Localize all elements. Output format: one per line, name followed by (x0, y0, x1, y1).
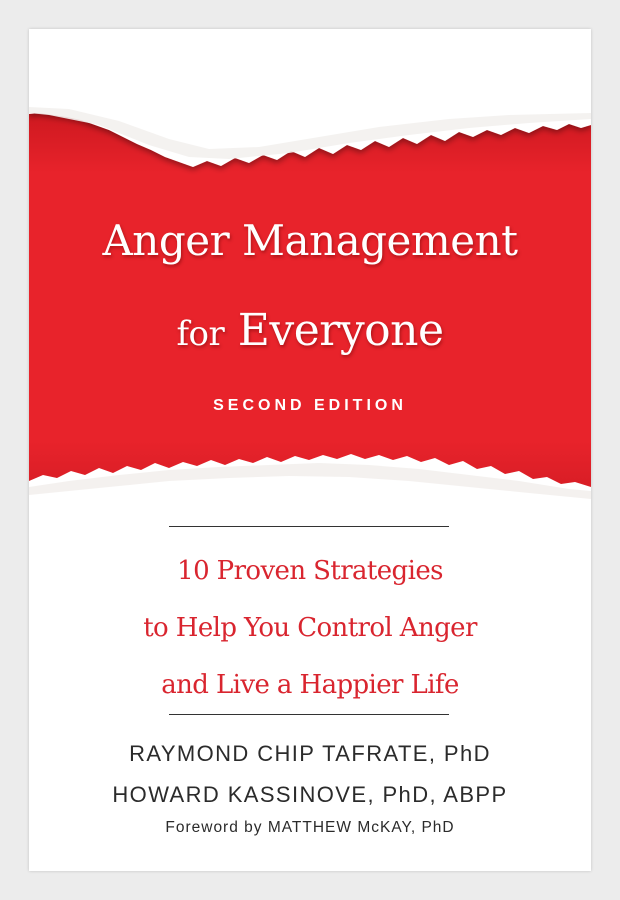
divider-bottom (169, 714, 449, 715)
title-line-1: Anger Management (102, 216, 518, 265)
title-preposition: for (176, 314, 225, 354)
author-2: HOWARD KASSINOVE, PhD, ABPP (112, 782, 508, 807)
book-cover (29, 29, 591, 871)
divider-top (169, 526, 449, 527)
title-word-everyone: Everyone (237, 305, 444, 356)
title-line-2 (29, 305, 591, 360)
book-subtitle (29, 543, 591, 714)
edition-label: SECOND EDITION (213, 397, 407, 414)
subtitle-line-3: and Live a Happier Life (161, 670, 459, 700)
author-1: RAYMOND CHIP TAFRATE, PhD (129, 741, 491, 766)
subtitle-line-1: 10 Proven Strategies (177, 556, 443, 586)
subtitle-line-2: to Help You Control Anger (143, 613, 477, 643)
author-block (29, 733, 591, 841)
book-title (29, 215, 591, 360)
foreword-credit: Foreword by MATTHEW McKAY, PhD (165, 819, 455, 836)
